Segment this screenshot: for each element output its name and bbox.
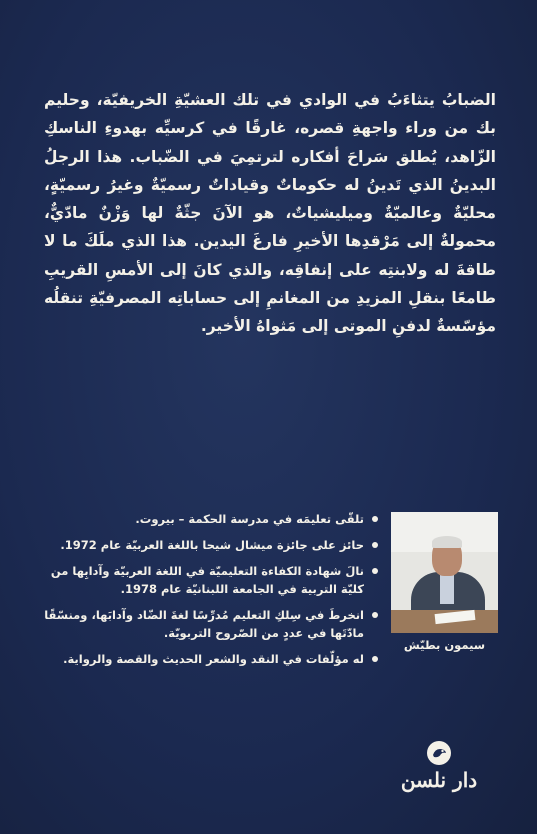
- author-photo-caption: سيمون بطيّش: [403, 638, 486, 652]
- blurb: [44, 86, 496, 341]
- author-photo: [391, 512, 498, 633]
- bio-item: انخرطَ في سِلكِ التعليم مُدرِّسًا لغةَ الضّاد وآدابَها، ومنسّقًا مادّتَها في عددٍ من الصّروح التربويّة.: [38, 606, 378, 642]
- bio-item: نالَ شهادة الكفاءة التعليميّة في اللغة العربيّة وآدابِها من كليّة التربية في الجامعة اللبنانيّة عام 1978.: [38, 562, 378, 598]
- bio-item: حائز على جائزة ميشال شيحا باللغة العربيّة عام 1972.: [38, 536, 378, 554]
- blurb-text: الضبابُ يتثاءَبُ في الوادي في تلك العشيّةِ الخريفيّة، وحليم بك من وراء واجهةِ قصره، غارقًا في كرسيِّه بهدوءِ الناسكِ الزّاهد، يُطلق سَراحَ أفكاره لترتمِيَ في الضّباب. هذا الرجلُ البدينُ الذي تَدينُ له حكوماتٌ وقياداتٌ رسميّةٌ وغيرُ رسميّةٍ، محليّةٌ وعالميّةٌ وميليشياتٌ، هو الآنَ جثّةٌ لها وَزْنٌ مادّيٌّ، محمولةٌ إلى مَرْقدِها الأخيرِ فارغَ اليدين. هذا الذي ملَكَ ما لا طاقةَ له ولابنتِه على إنفاقِه، والذي كانَ إلى الأمسِ القريبِ طامعًا بنقلِ المزيدِ من المغانمِ إلى حساباتِه المصرفيّةِ تنقلُه مؤسّسةٌ لدفنِ الموتى إلى مَثواهُ الأخير.: [44, 91, 496, 336]
- bio-item: له مؤلّفات في النقد والشعر الحديث والقصة والرواية.: [38, 650, 378, 668]
- bio-item: تلقّى تعليمَه في مدرسة الحكمة – بيروت.: [38, 510, 378, 528]
- author-bio-list: [38, 510, 378, 676]
- publisher-name: دار نلسن: [400, 768, 478, 792]
- publisher-logo-icon: [426, 740, 452, 766]
